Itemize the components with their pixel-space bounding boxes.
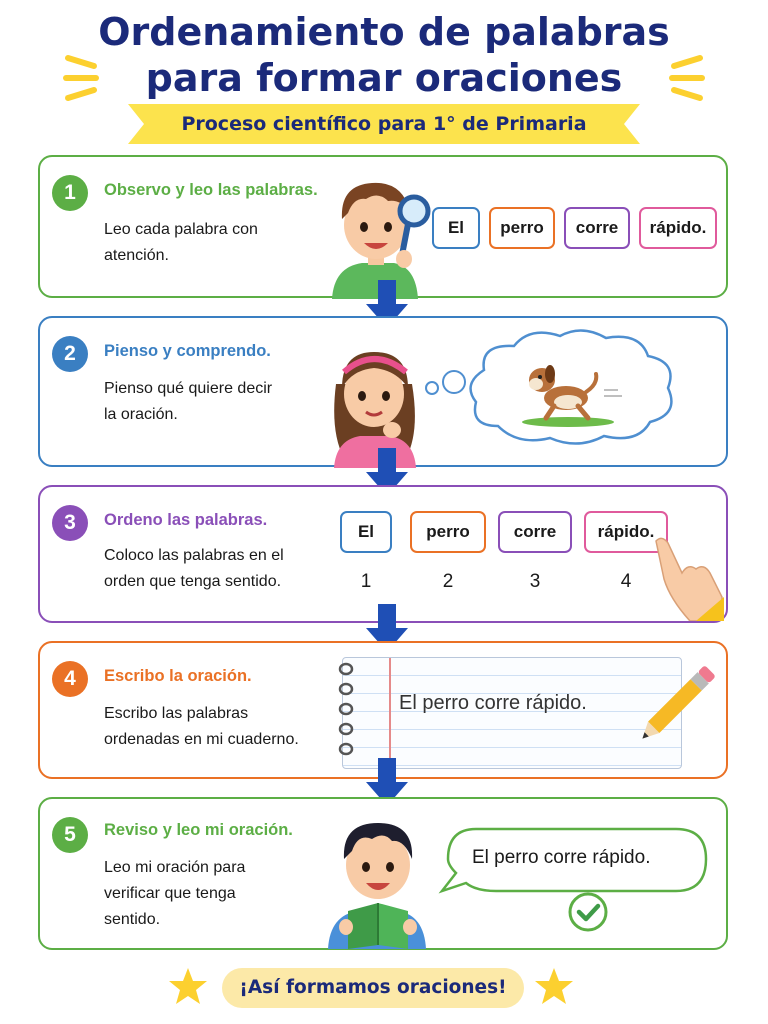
step-5-description: Leo mi oración para verificar que tenga sentido. xyxy=(104,859,246,928)
word-card-rapido: rápido. xyxy=(639,207,717,249)
star-icon xyxy=(534,966,574,1006)
word-card-perro: perro xyxy=(489,207,555,249)
step-1-number: 1 xyxy=(52,175,88,211)
word-card-perro[interactable]: perro xyxy=(410,511,486,553)
step-5-card xyxy=(38,797,728,950)
thought-cloud-icon xyxy=(418,326,718,452)
sun-rays-left-icon xyxy=(60,52,106,104)
order-index-3: 3 xyxy=(529,571,541,592)
step-1-card xyxy=(38,155,728,298)
step-2-card xyxy=(38,316,728,467)
word-card-el: El xyxy=(432,207,480,249)
order-index-4: 4 xyxy=(620,571,632,592)
step-2-number: 2 xyxy=(52,336,88,372)
pointing-hand-icon xyxy=(648,533,724,621)
word-card-corre: corre xyxy=(564,207,630,249)
step-2-description: Pienso qué quiere decir la oración. xyxy=(104,380,273,423)
step-5-title: Reviso y leo mi oración. xyxy=(104,821,293,839)
boy-reading-illustration xyxy=(318,807,438,949)
step-5-number: 5 xyxy=(52,817,88,853)
step-4-number: 4 xyxy=(52,661,88,697)
footer-message: ¡Así formamos oraciones! xyxy=(222,968,524,1008)
subtitle: Proceso científico para 1° de Primaria xyxy=(181,113,587,135)
step-3-card xyxy=(38,485,728,623)
spiral-binding xyxy=(336,659,356,769)
notebook-icon xyxy=(342,657,682,769)
step-3-title: Ordeno las palabras. xyxy=(104,511,268,529)
sun-rays-right-icon xyxy=(662,52,708,104)
page-title-line-2: para formar oraciones xyxy=(145,56,623,100)
boy-magnifier-illustration xyxy=(318,163,438,299)
order-index-2: 2 xyxy=(442,571,454,592)
step-3-description: Coloco las palabras en el orden que tenga sentido. xyxy=(104,547,284,590)
star-icon xyxy=(168,966,208,1006)
step-2-title: Pienso y comprendo. xyxy=(104,342,271,360)
step-3-number: 3 xyxy=(52,505,88,541)
subtitle-banner xyxy=(128,104,640,144)
page-title-line-1: Ordenamiento de palabras xyxy=(98,10,670,54)
notebook-sentence: El perro corre rápido. xyxy=(399,692,587,714)
check-icon xyxy=(567,891,609,933)
speech-bubble-sentence: El perro corre rápido. xyxy=(472,847,651,868)
word-card-rapido[interactable]: rápido. xyxy=(584,511,668,553)
step-1-title: Observo y leo las palabras. xyxy=(104,181,318,199)
order-index-1: 1 xyxy=(360,571,372,592)
step-1-description: Leo cada palabra con atención. xyxy=(104,221,258,264)
step-4-title: Escribo la oración. xyxy=(104,667,252,685)
pencil-icon xyxy=(640,659,724,739)
magnifier-icon xyxy=(400,197,428,225)
step-4-description: Escribo las palabras ordenadas en mi cuaderno. xyxy=(104,705,299,748)
word-card-corre[interactable]: corre xyxy=(498,511,572,553)
word-card-el[interactable]: El xyxy=(340,511,392,553)
